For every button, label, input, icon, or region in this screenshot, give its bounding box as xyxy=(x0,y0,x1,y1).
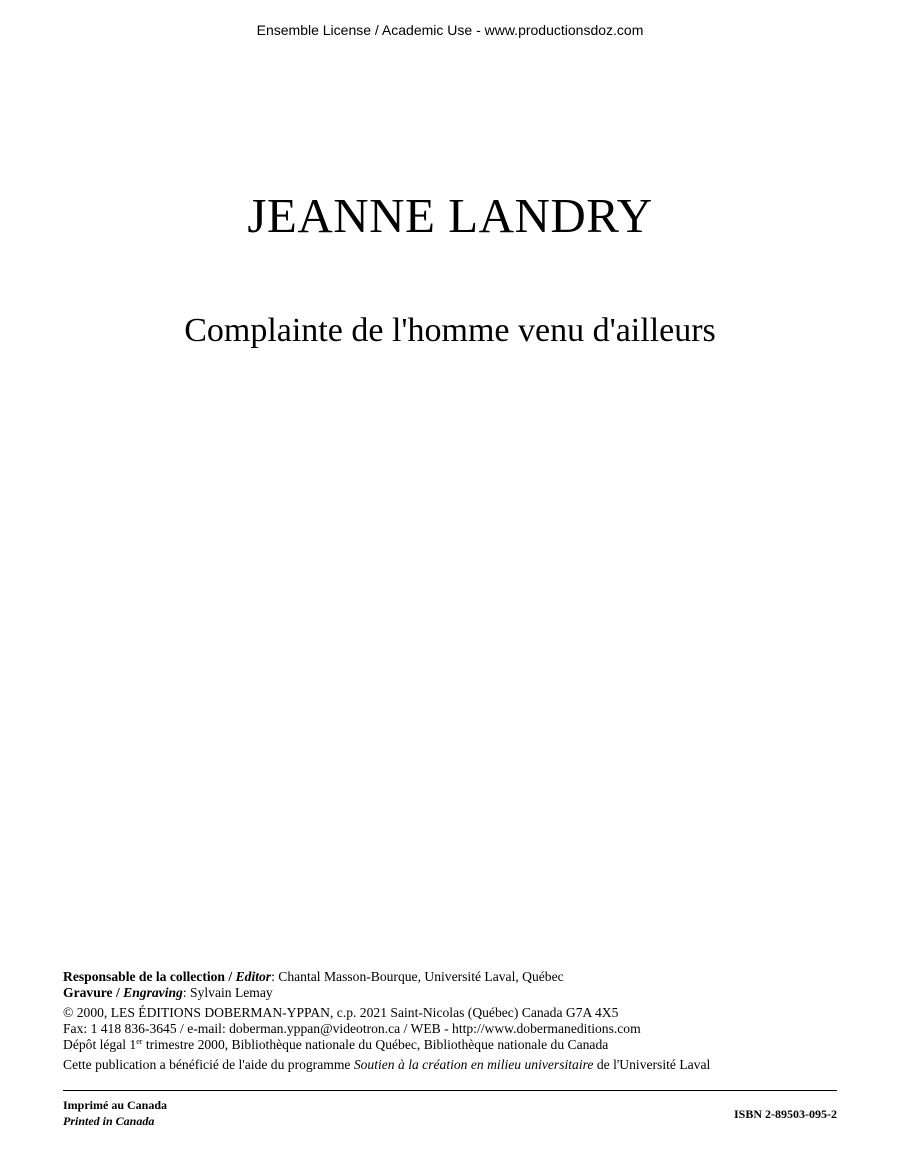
isbn: ISBN 2-89503-095-2 xyxy=(733,1107,837,1121)
printed-fr: Imprimé au Canada xyxy=(63,1098,168,1112)
support-prefix: Cette publication a bénéficié de l'aide du programme xyxy=(63,1057,354,1072)
printed-in-block xyxy=(63,1098,167,1129)
license-notice: Ensemble License / Academic Use - www.productionsdoz.com xyxy=(256,22,644,38)
printed-en xyxy=(63,1114,167,1130)
support-line xyxy=(63,1057,843,1073)
contact-line: Fax: 1 418 836-3645 / e-mail: doberman.yppan@videotron.ca / WEB - http://www.dobermaneditions.com xyxy=(63,1021,641,1036)
credits-block xyxy=(63,969,843,1073)
editor-label-fr: Responsable de la collection xyxy=(63,969,225,984)
editor-line xyxy=(63,969,843,985)
engraving-separator: / xyxy=(112,985,124,1000)
editor-value: : Chantal Masson-Bourque, Université Laval, Québec xyxy=(271,969,564,984)
engraving-label-en: Engraving xyxy=(123,985,183,1000)
engraving-value: : Sylvain Lemay xyxy=(182,985,273,1000)
copyright-line: © 2000, LES ÉDITIONS DOBERMAN-YPPAN, c.p. 2021 Saint-Nicolas (Québec) Canada G7A 4X5 xyxy=(63,1005,619,1020)
legal-superscript: er xyxy=(136,1037,143,1046)
printed-en-text: Printed in Canada xyxy=(63,1113,155,1128)
editor-separator: / xyxy=(225,969,236,984)
legal-deposit-line xyxy=(63,1037,843,1053)
composer-name: JEANNE LANDRY xyxy=(247,188,653,243)
support-program: Soutien à la création en milieu universitaire xyxy=(353,1057,594,1072)
support-suffix: de l'Université Laval xyxy=(593,1057,711,1072)
engraving-line xyxy=(63,985,843,1001)
legal-suffix: trimestre 2000, Bibliothèque nationale du Québec, Bibliothèque nationale du Canada xyxy=(142,1037,609,1052)
editor-label-en: Editor xyxy=(235,969,272,984)
legal-prefix: Dépôt légal 1 xyxy=(63,1037,137,1052)
engraving-label-fr: Gravure xyxy=(63,985,113,1000)
work-title: Complainte de l'homme venu d'ailleurs xyxy=(184,312,716,349)
footer-divider xyxy=(63,1090,837,1091)
